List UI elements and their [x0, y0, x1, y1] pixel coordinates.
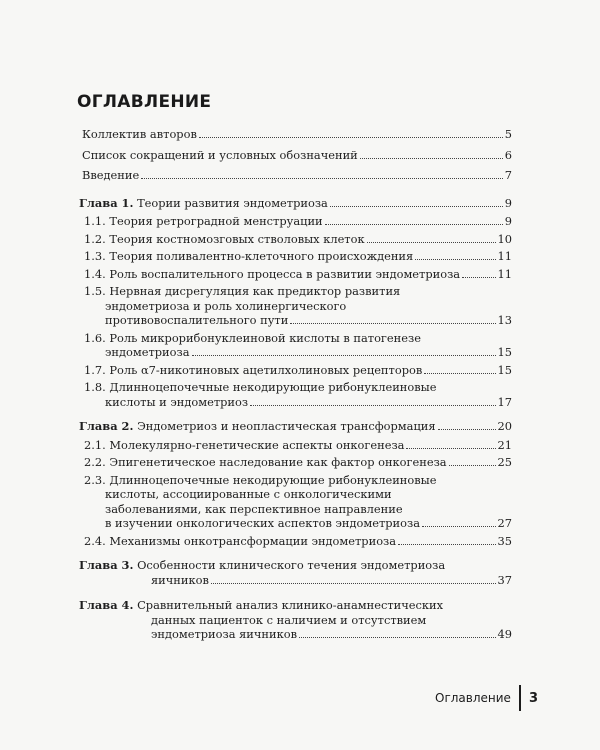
dot-leader [367, 242, 496, 243]
section-title: эндометриоза и роль холинергического [105, 298, 347, 313]
section-entry[interactable] [79, 214, 512, 229]
section-title: заболеваниями, как перспективное направление [105, 501, 403, 516]
spacer [79, 591, 512, 595]
toc-page-number: 9 [504, 195, 512, 210]
section-number: 1.1. [84, 214, 106, 228]
section-number: 2.2. [84, 455, 106, 469]
toc-page-number: 27 [497, 516, 512, 530]
section-title: Механизмы онкотрансформации эндометриоза [109, 533, 397, 548]
section-entry[interactable] [79, 473, 512, 531]
section-entry[interactable] [79, 249, 512, 264]
toc-page-number: 25 [497, 455, 512, 469]
chapter-entry[interactable] [79, 598, 512, 642]
spacer [79, 551, 512, 555]
section-number: 1.8. [84, 380, 106, 394]
section-entry[interactable] [79, 534, 512, 549]
toc-entry-title: Введение [82, 168, 140, 182]
toc-line [84, 363, 512, 378]
chapter-label: Глава 1. [79, 195, 134, 210]
toc-line [84, 438, 512, 453]
chapter-entry[interactable] [79, 558, 512, 587]
section-entry[interactable] [79, 284, 512, 328]
table-of-contents [79, 127, 512, 646]
section-number: 1.7. [84, 362, 106, 377]
toc-line [84, 249, 512, 264]
toc-line [79, 419, 512, 434]
section-number: 2.4. [84, 533, 106, 548]
dot-leader [299, 637, 496, 638]
toc-line [84, 380, 512, 395]
chapter-title: Эндометриоз и неопластическая трансформация [137, 419, 436, 433]
dot-leader [250, 405, 495, 406]
toc-page-number: 9 [504, 214, 512, 228]
chapter-entry[interactable] [79, 196, 512, 211]
toc-line [84, 299, 512, 314]
section-number: 1.6. [84, 330, 106, 345]
section-title: Длинноцепочечные некодирующие рибонуклеиновые [109, 472, 437, 487]
toc-entry-title: Коллектив авторов [82, 127, 197, 141]
section-title: Теория костномозговых стволовых клеток [109, 231, 365, 246]
chapter-title: яичников [151, 572, 209, 587]
chapter-label: Глава 3. [79, 558, 134, 572]
page-footer [435, 685, 538, 711]
dot-leader [438, 429, 496, 430]
toc-page-number: 6 [504, 147, 512, 162]
toc-line [84, 534, 512, 549]
section-number: 1.3. [84, 249, 106, 263]
dot-leader [360, 158, 503, 159]
toc-page-number: 11 [497, 249, 512, 263]
dot-leader [325, 224, 503, 225]
spacer [79, 412, 512, 416]
section-title: Роль микрорибонуклеиновой кислоты в патогенезе [109, 330, 421, 345]
toc-entry[interactable] [79, 127, 512, 142]
section-entry[interactable] [79, 455, 512, 470]
section-number: 1.4. [84, 266, 106, 281]
toc-line [84, 232, 512, 247]
toc-line [84, 313, 512, 328]
chapter-label: Глава 2. [79, 419, 134, 433]
section-entry[interactable] [79, 267, 512, 282]
section-number: 1.5. [84, 284, 106, 298]
chapter-title: эндометриоза яичников [151, 627, 297, 641]
toc-line [79, 627, 512, 642]
toc-page-number: 35 [497, 533, 512, 548]
section-number: 2.3. [84, 472, 106, 487]
section-entry[interactable] [79, 232, 512, 247]
toc-page-number: 20 [497, 419, 512, 433]
section-title: Теория поливалентно-клеточного происхождения [109, 249, 414, 263]
toc-line [79, 573, 512, 588]
toc-line [84, 502, 512, 517]
section-title: в изучении онкологических аспектов эндометриоза [105, 516, 420, 530]
section-number: 2.1. [84, 437, 106, 452]
dot-leader [424, 373, 495, 374]
chapter-title: данных пациенток с наличием и отсутствием [151, 612, 427, 627]
toc-line [84, 214, 512, 229]
running-head: Оглавление [435, 691, 511, 705]
toc-line [82, 127, 512, 142]
toc-line [84, 455, 512, 470]
section-title: Молекулярно-генетические аспекты онкогенеза [109, 437, 405, 452]
toc-entry[interactable] [79, 168, 512, 183]
dot-leader [415, 259, 495, 260]
dot-leader [330, 206, 503, 207]
toc-line [79, 196, 512, 211]
section-entry[interactable] [79, 331, 512, 360]
dot-leader [290, 323, 495, 324]
section-title: Нервная дисрегуляция как предиктор развития [109, 284, 401, 298]
toc-page-number: 10 [497, 231, 512, 246]
toc-line [79, 598, 512, 613]
dot-leader [398, 544, 495, 545]
toc-line [84, 284, 512, 299]
chapter-title: Сравнительный анализ клинико-анамнестических [137, 598, 444, 612]
dot-leader [449, 465, 496, 466]
toc-line [79, 613, 512, 628]
toc-entry[interactable] [79, 148, 512, 163]
section-entry[interactable] [79, 380, 512, 409]
toc-entry-title: Список сокращений и условных обозначений [82, 147, 358, 162]
toc-line [79, 558, 512, 573]
toc-page-number: 7 [504, 168, 512, 182]
section-title: Роль α7-никотиновых ацетилхолиновых рецепторов [109, 362, 423, 377]
toc-line [84, 487, 512, 502]
toc-page-number: 37 [497, 572, 512, 587]
section-number: 1.2. [84, 231, 106, 246]
chapter-entry[interactable] [79, 419, 512, 434]
toc-line [84, 516, 512, 531]
dot-leader [422, 526, 496, 527]
chapter-label: Глава 4. [79, 598, 134, 612]
toc-line [84, 267, 512, 282]
toc-page-number: 15 [497, 345, 512, 359]
toc-line [82, 148, 512, 163]
dot-leader [199, 137, 503, 138]
footer-divider [519, 685, 521, 711]
dot-leader [406, 448, 495, 449]
page-number: 3 [528, 690, 538, 706]
toc-page-number: 5 [504, 127, 512, 141]
toc-page-number: 49 [497, 627, 512, 641]
section-title: противовоспалительного пути [105, 313, 289, 327]
toc-page-number: 13 [497, 313, 512, 327]
toc-line [84, 395, 512, 410]
section-title: кислоты и эндометриоз [105, 394, 249, 409]
section-entry[interactable] [79, 363, 512, 378]
toc-page-number: 15 [497, 362, 512, 377]
toc-line [82, 168, 512, 183]
toc-page-number: 11 [497, 266, 512, 281]
section-title: кислоты, ассоциированные с онкологическими [105, 487, 392, 501]
chapter-title: Теории развития эндометриоза [137, 195, 328, 210]
toc-line [84, 331, 512, 346]
toc-page-number: 17 [497, 394, 512, 409]
toc-line [84, 473, 512, 488]
dot-leader [141, 178, 503, 179]
spacer [79, 189, 512, 193]
chapter-title: Особенности клинического течения эндометриоза [137, 558, 446, 572]
section-title: эндометриоза [105, 345, 190, 359]
page-title: ОГЛАВЛЕНИЕ [77, 92, 212, 112]
section-title: Теория ретроградной менструации [109, 214, 323, 228]
section-title: Длинноцепочечные некодирующие рибонуклеиновые [109, 380, 437, 394]
dot-leader [462, 277, 495, 278]
toc-line [84, 345, 512, 360]
dot-leader [211, 583, 496, 584]
toc-page-number: 21 [497, 437, 512, 452]
section-entry[interactable] [79, 438, 512, 453]
section-title: Эпигенетическое наследование как фактор онкогенеза [109, 455, 447, 469]
section-title: Роль воспалительного процесса в развитии эндометриоза [109, 266, 461, 281]
dot-leader [192, 355, 496, 356]
